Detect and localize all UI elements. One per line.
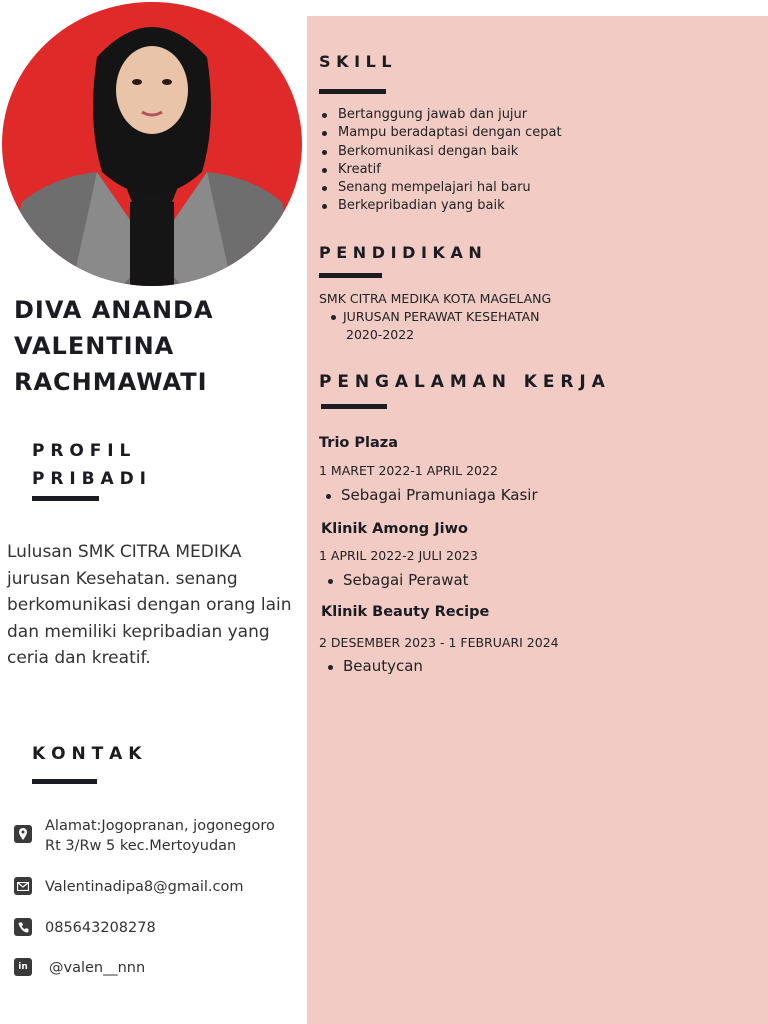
job-bullet	[326, 494, 331, 499]
contact-phone[interactable]	[14, 918, 156, 938]
skill-title: S K I L L	[319, 52, 392, 71]
contact-address	[14, 816, 275, 856]
education-major: JURUSAN PERAWAT KESEHATAN	[343, 309, 540, 324]
address-text	[45, 816, 275, 856]
job-role: Beautycan	[343, 657, 423, 675]
linkedin-icon: in	[14, 958, 32, 976]
list-item: Bertanggung jawab dan jujur	[319, 106, 562, 124]
profile-text: Lulusan SMK CITRA MEDIKA jurusan Kesehatan. senang berkomunikasi dengan orang lain dan memiliki kepribadian yang ceria dan kreatif.	[7, 542, 292, 668]
skill-list	[319, 106, 562, 216]
job-company: Klinik Among Jiwo	[321, 521, 468, 537]
contact-title-underline	[32, 779, 97, 784]
phone-text[interactable]: 085643208278	[45, 920, 156, 936]
skill-title-underline	[319, 89, 386, 94]
name-line-1: DIVA ANANDA	[14, 296, 214, 324]
education-years: 2020-2022	[346, 327, 415, 342]
contact-email[interactable]	[14, 877, 244, 897]
list-item: Kreatif	[319, 161, 562, 179]
linkedin-text[interactable]: @valen__nnn	[49, 960, 146, 976]
school-name: SMK CITRA MEDIKA KOTA MAGELANG	[319, 291, 552, 306]
job-role: Sebagai Pramuniaga Kasir	[341, 486, 538, 504]
job-company: Klinik Beauty Recipe	[321, 604, 490, 620]
profile-title-line-2: P R I B A D I	[32, 469, 146, 489]
job-date: 1 MARET 2022-1 APRIL 2022	[319, 463, 498, 478]
location-icon	[14, 825, 32, 843]
profile-title	[32, 437, 146, 493]
list-item: Mampu beradaptasi dengan cepat	[319, 124, 562, 142]
experience-title-underline	[321, 404, 387, 409]
experience-title: P E N G A L A M A N K E R J A	[319, 372, 605, 392]
phone-icon	[14, 918, 32, 936]
education-title-underline	[319, 273, 382, 278]
full-name	[14, 292, 304, 400]
list-item: Berkepribadian yang baik	[319, 197, 562, 215]
address-line-2: Rt 3/Rw 5 kec.Mertoyudan	[45, 838, 237, 854]
profile-photo	[2, 2, 302, 286]
contact-linkedin[interactable]	[14, 958, 145, 978]
job-role: Sebagai Perawat	[343, 571, 469, 589]
list-item: Senang mempelajari hal baru	[319, 179, 562, 197]
name-line-2: VALENTINA	[14, 332, 175, 360]
profile-title-line-1: P R O F I L	[32, 441, 131, 461]
education-bullet	[331, 315, 336, 320]
job-date: 1 APRIL 2022-2 JULI 2023	[319, 548, 478, 563]
profile-title-underline	[32, 496, 99, 501]
job-date: 2 DESEMBER 2023 - 1 FEBRUARI 2024	[319, 635, 559, 650]
name-line-3: RACHMAWATI	[14, 368, 208, 396]
job-bullet	[328, 665, 333, 670]
email-text[interactable]: Valentinadipa8@gmail.com	[45, 879, 244, 895]
list-item: Berkomunikasi dengan baik	[319, 143, 562, 161]
job-company: Trio Plaza	[319, 435, 399, 451]
contact-title: K O N T A K	[32, 744, 142, 764]
education-title: P E N D I D I K A N	[319, 243, 482, 262]
job-bullet	[328, 579, 333, 584]
email-icon	[14, 877, 32, 895]
address-line-1: Alamat:Jogopranan, jogonegoro	[45, 818, 275, 834]
